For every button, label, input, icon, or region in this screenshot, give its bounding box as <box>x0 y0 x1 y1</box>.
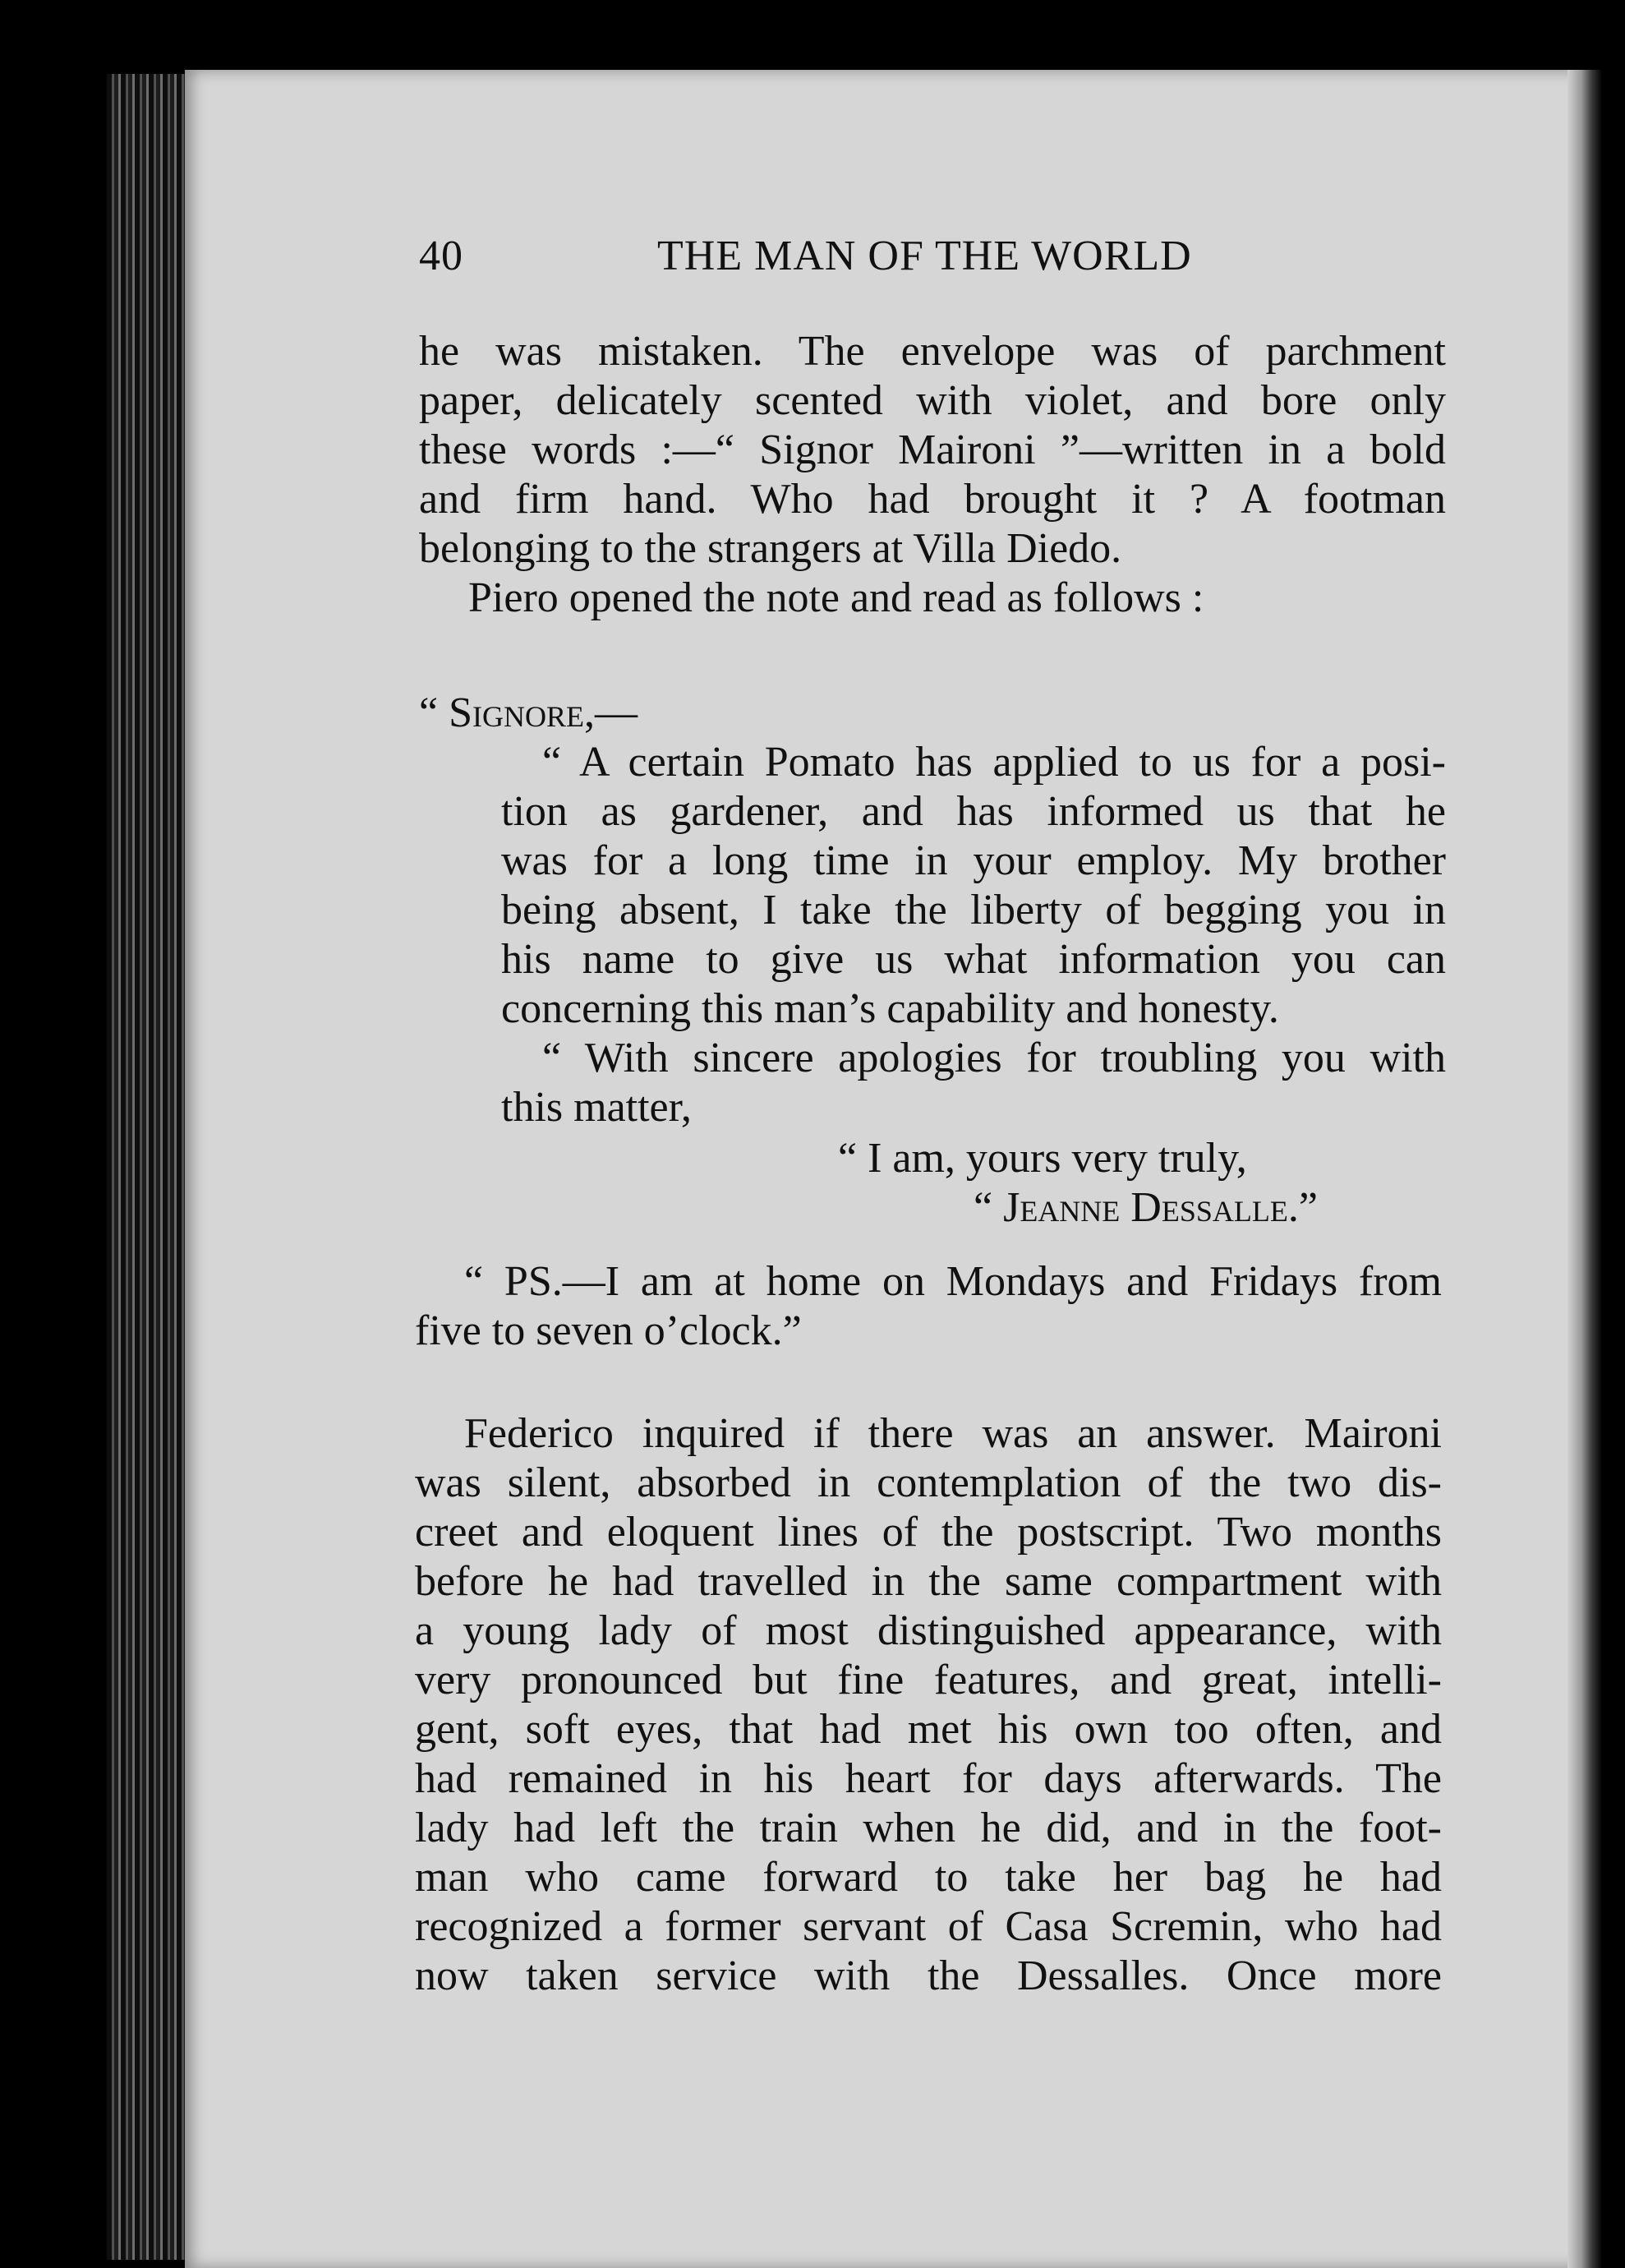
text-line: had remained in his heart for days afterwards. The <box>415 1755 1442 1802</box>
text-line: was for a long time in your employ. My brother <box>501 837 1446 884</box>
text-line: gent, soft eyes, that had met his own too often, and <box>415 1706 1442 1753</box>
running-title: THE MAN OF THE WORLD <box>657 233 1192 279</box>
text-line: paper, delicately scented with violet, and bore only <box>419 377 1446 424</box>
letter-salutation-block <box>419 689 1446 738</box>
text-line: was silent, absorbed in contemplation of the two dis- <box>415 1459 1442 1506</box>
letter-body-2 <box>501 1034 1446 1132</box>
paragraph-federico <box>415 1409 1442 2001</box>
text-line: he was mistaken. The envelope was of parchment <box>419 328 1446 375</box>
letter-signature: “ Jeanne Dessalle.” <box>974 1184 1318 1231</box>
text-line: and firm hand. Who had brought it ? A footman <box>419 476 1446 523</box>
text-line: very pronounced but fine features, and great, intelli- <box>415 1657 1442 1703</box>
letter-postscript <box>415 1257 1442 1356</box>
letter-body-1 <box>501 738 1446 1034</box>
text-line: these words :—“ Signor Maironi ”—written in a bold <box>419 426 1446 473</box>
text-line: his name to give us what information you can <box>501 936 1446 983</box>
text-line: belonging to the strangers at Villa Diedo. <box>419 525 1122 572</box>
book-spine-shadow <box>107 74 197 2260</box>
paragraph-opening <box>419 327 1446 623</box>
text-line: lady had left the train when he did, and in the foot- <box>415 1805 1442 1851</box>
text-line: five to seven o’clock.” <box>415 1307 802 1354</box>
text-line: creet and eloquent lines of the postscript. Two months <box>415 1509 1442 1556</box>
text-line: recognized a former servant of Casa Scremin, who had <box>415 1903 1442 1950</box>
text-line: man who came forward to take her bag he had <box>415 1854 1442 1901</box>
text-line: now taken service with the Dessalles. Once more <box>415 1952 1442 1999</box>
text-line: Federico inquired if there was an answer. Maironi <box>464 1410 1442 1457</box>
text-line: “ A certain Pomato has applied to us for a posi- <box>542 739 1446 786</box>
text-line: “ With sincere apologies for troubling you with <box>542 1035 1446 1081</box>
letter-closing: “ I am, yours very truly, <box>838 1135 1247 1182</box>
letter-salutation: “ Signore,— <box>419 689 638 736</box>
text-line: before he had travelled in the same compartment with <box>415 1558 1442 1605</box>
page-edge-shadow <box>1567 70 1602 2268</box>
page-number: 40 <box>419 233 463 279</box>
text-line: concerning this man’s capability and honesty. <box>501 985 1279 1032</box>
text-line: being absent, I take the liberty of begging you in <box>501 887 1446 933</box>
text-line: “ PS.—I am at home on Mondays and Fridays from <box>464 1258 1442 1305</box>
text-line: Piero opened the note and read as follows : <box>468 574 1204 621</box>
text-line: tion as gardener, and has informed us that he <box>501 788 1446 835</box>
text-line: a young lady of most distinguished appearance, with <box>415 1607 1442 1654</box>
text-line: this matter, <box>501 1084 692 1131</box>
